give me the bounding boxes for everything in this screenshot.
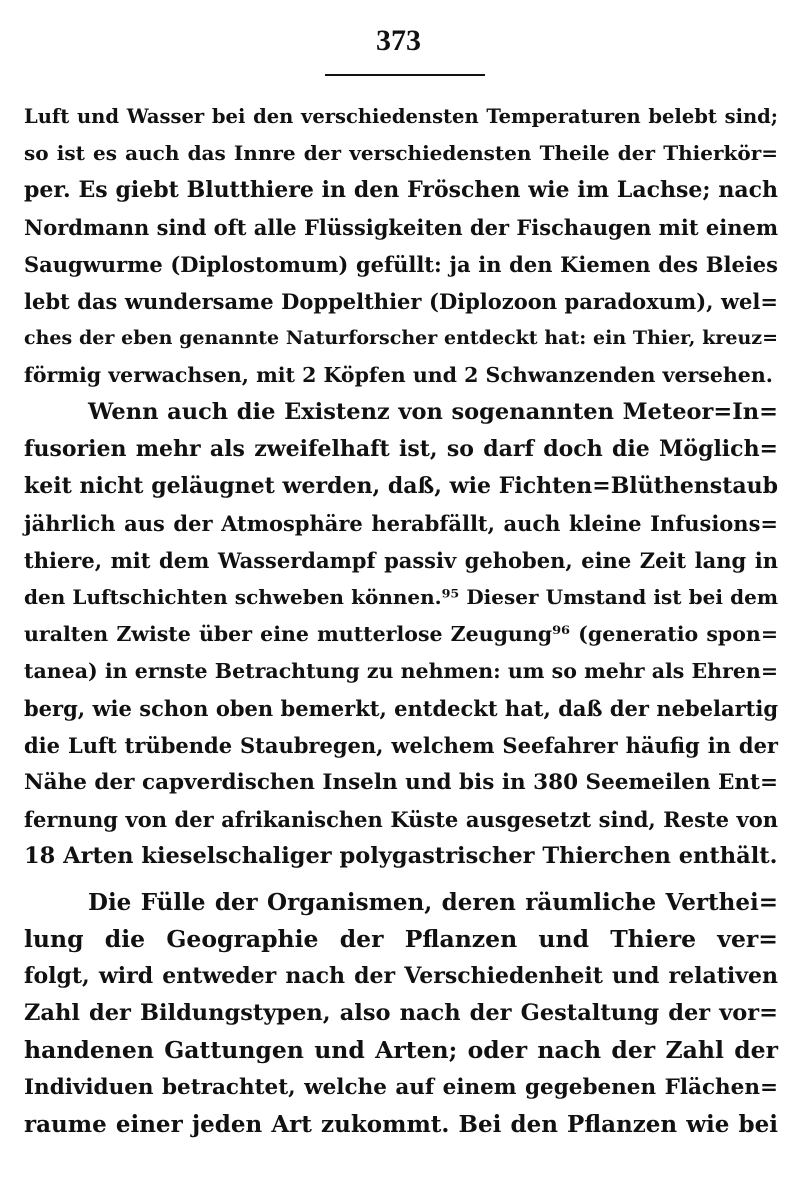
text-line: lung die Geographie der Pflanzen und Thiere ver= <box>24 925 778 953</box>
text-line: förmig verwachsen, mit 2 Köpfen und 2 Schwanzenden versehen. <box>24 363 773 387</box>
text-line: den Luftschichten schweben können.⁹⁵ Dieser Umstand ist bei dem <box>24 585 778 609</box>
text-line: Zahl der Bildungstypen, also nach der Gestaltung der vor= <box>24 1000 778 1026</box>
text-line: Wenn auch die Existenz von sogenannten Meteor=In= <box>88 399 778 425</box>
text-line: Luft und Wasser bei den verschiedensten Temperaturen belebt sind; <box>24 105 778 128</box>
header-rule <box>325 74 485 76</box>
text-line: so ist es auch das Innre der verschiedensten Theile der Thierkör= <box>24 141 778 165</box>
text-line: handenen Gattungen und Arten; oder nach der Zahl der <box>24 1036 778 1064</box>
paragraph-3 <box>24 884 778 1143</box>
paragraph-2 <box>24 394 778 875</box>
text-line: Die Fülle der Organismen, deren räumliche Verthei= <box>88 889 778 916</box>
text-line: raume einer jeden Art zukommt. Bei den Pflanzen wie bei <box>24 1111 778 1138</box>
text-line: keit nicht geläugnet werden, daß, wie Fichten=Blüthenstaub <box>24 473 778 499</box>
text-line: berg, wie schon oben bemerkt, entdeckt hat, daß der nebelartig <box>24 696 778 721</box>
text-line: die Luft trübende Staubregen, welchem Seefahrer häufig in der <box>24 733 778 758</box>
text-line: Nordmann sind oft alle Flüssigkeiten der Fischaugen mit einem <box>24 215 779 240</box>
text-line: tanea) in ernste Betrachtung zu nehmen: um so mehr als Ehren= <box>24 659 778 683</box>
text-line: Saugwurme (Diplostomum) gefüllt: ja in den Kiemen des Bleies <box>24 252 778 277</box>
text-line: folgt, wird entweder nach der Verschiedenheit und relativen <box>24 963 778 989</box>
text-line: per. Es giebt Blutthiere in den Fröschen wie im Lachse; nach <box>24 177 778 203</box>
paragraph-gap <box>24 875 778 884</box>
text-line: Nähe der capverdischen Inseln und bis in 380 Seemeilen Ent= <box>24 770 778 795</box>
text-line: Individuen betrachtet, welche auf einem gegebenen Flächen= <box>24 1075 778 1100</box>
text-line: fernung von der afrikanischen Küste ausgesetzt sind, Reste von <box>24 807 778 832</box>
text-line: ches der eben genannte Naturforscher entdeckt hat: ein Thier, kreuz= <box>24 327 778 349</box>
text-line: 18 Arten kieselschaliger polygastrischer Thierchen enthält. <box>24 843 778 869</box>
page-number: 373 <box>376 24 421 57</box>
text-line: thiere, mit dem Wasserdampf passiv gehoben, eine Zeit lang in <box>24 548 778 573</box>
text-line: lebt das wundersame Doppelthier (Diplozoon paradoxum), wel= <box>24 289 778 314</box>
body-text <box>24 98 778 1143</box>
text-line: fusorien mehr als zweifelhaft ist, so darf doch die Möglich= <box>24 436 778 462</box>
paragraph-1 <box>24 98 778 394</box>
text-line: uralten Zwiste über eine mutterlose Zeugung⁹⁶ (generatio spon= <box>24 622 778 646</box>
text-line: jährlich aus der Atmosphäre herabfällt, auch kleine Infusions= <box>24 511 778 536</box>
